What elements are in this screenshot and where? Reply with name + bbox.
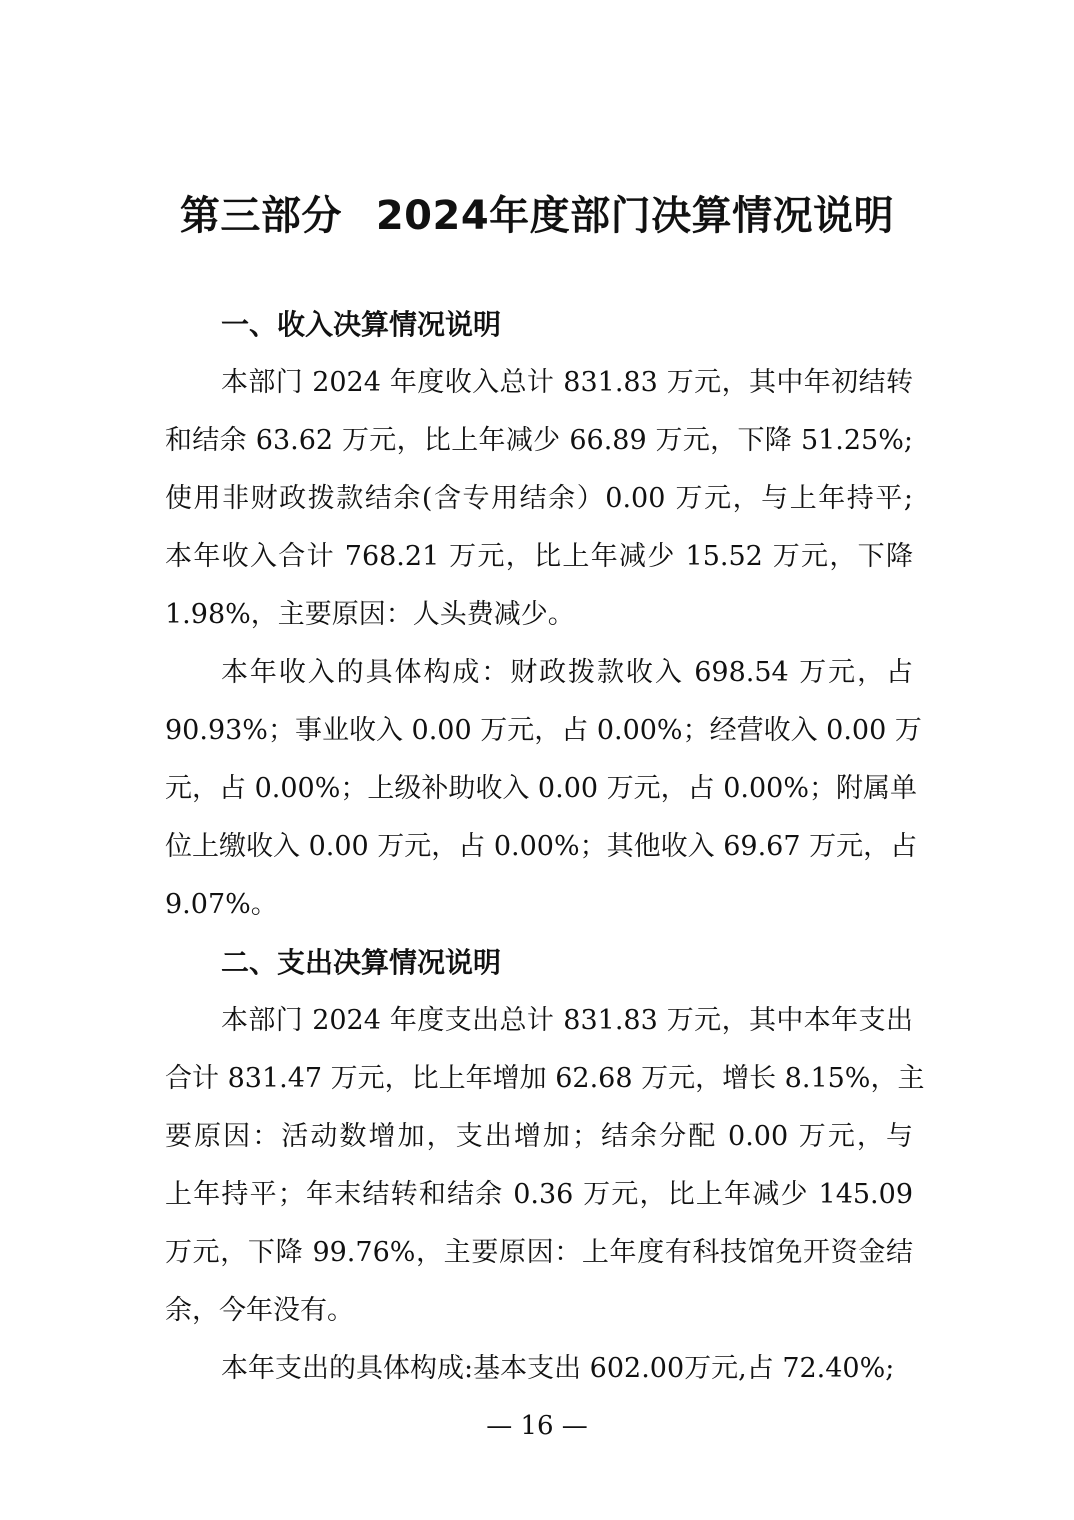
- section-heading-income: 一、收入决算情况说明: [221, 308, 502, 341]
- text-line: 本部门 2024 年度收入总计 831.83 万元，其中年初结转: [221, 367, 913, 398]
- text-line: 90.93%；事业收入 0.00 万元，占 0.00%；经营收入 0.00 万: [165, 715, 922, 746]
- text-line: 位上缴收入 0.00 万元，占 0.00%；其他收入 69.67 万元，占: [165, 831, 918, 862]
- paragraph-expenditure-composition: [165, 1340, 913, 1398]
- text-line: 万元，下降 99.76%，主要原因：上年度有科技馆免开资金结: [165, 1237, 913, 1268]
- section-heading-expenditure: 二、支出决算情况说明: [221, 946, 502, 979]
- page-number: — 16 —: [486, 1411, 588, 1441]
- text-line: 9.07%。: [165, 889, 278, 920]
- text-line: 元，占 0.00%；上级补助收入 0.00 万元，占 0.00%；附属单: [165, 773, 917, 804]
- text-line: 本年收入合计 768.21 万元，比上年减少 15.52 万元，下降: [165, 541, 913, 572]
- text-line: 要原因：活动数增加，支出增加；结余分配 0.00 万元，与: [165, 1121, 913, 1152]
- text-line: 和结余 63.62 万元，比上年减少 66.89 万元，下降 51.25%;: [165, 425, 913, 456]
- page-title: [0, 188, 1074, 244]
- text-line: 本年支出的具体构成:基本支出 602.00万元,占 72.40%;: [221, 1353, 895, 1384]
- text-line: 上年持平；年末结转和结余 0.36 万元，比上年减少 145.09: [165, 1179, 913, 1210]
- paragraph-income-composition: [165, 644, 922, 934]
- text-line: 合计 831.47 万元，比上年增加 62.68 万元，增长 8.15%，主: [165, 1063, 925, 1094]
- text-line: 1.98%，主要原因：人头费减少。: [165, 599, 575, 630]
- text-line: 使用非财政拨款结余(含专用结余）0.00 万元，与上年持平;: [165, 483, 913, 514]
- title-main: 2024年度部门决算情况说明: [375, 193, 895, 239]
- paragraph-expenditure-summary: [165, 992, 925, 1340]
- paragraph-income-summary: [165, 354, 913, 644]
- text-line: 本年收入的具体构成：财政拨款收入 698.54 万元，占: [221, 657, 913, 688]
- title-part: 第三部分: [179, 193, 342, 239]
- text-line: 余，今年没有。: [165, 1295, 354, 1326]
- document-body: [165, 296, 925, 1398]
- text-line: 本部门 2024 年度支出总计 831.83 万元，其中本年支出: [221, 1005, 913, 1036]
